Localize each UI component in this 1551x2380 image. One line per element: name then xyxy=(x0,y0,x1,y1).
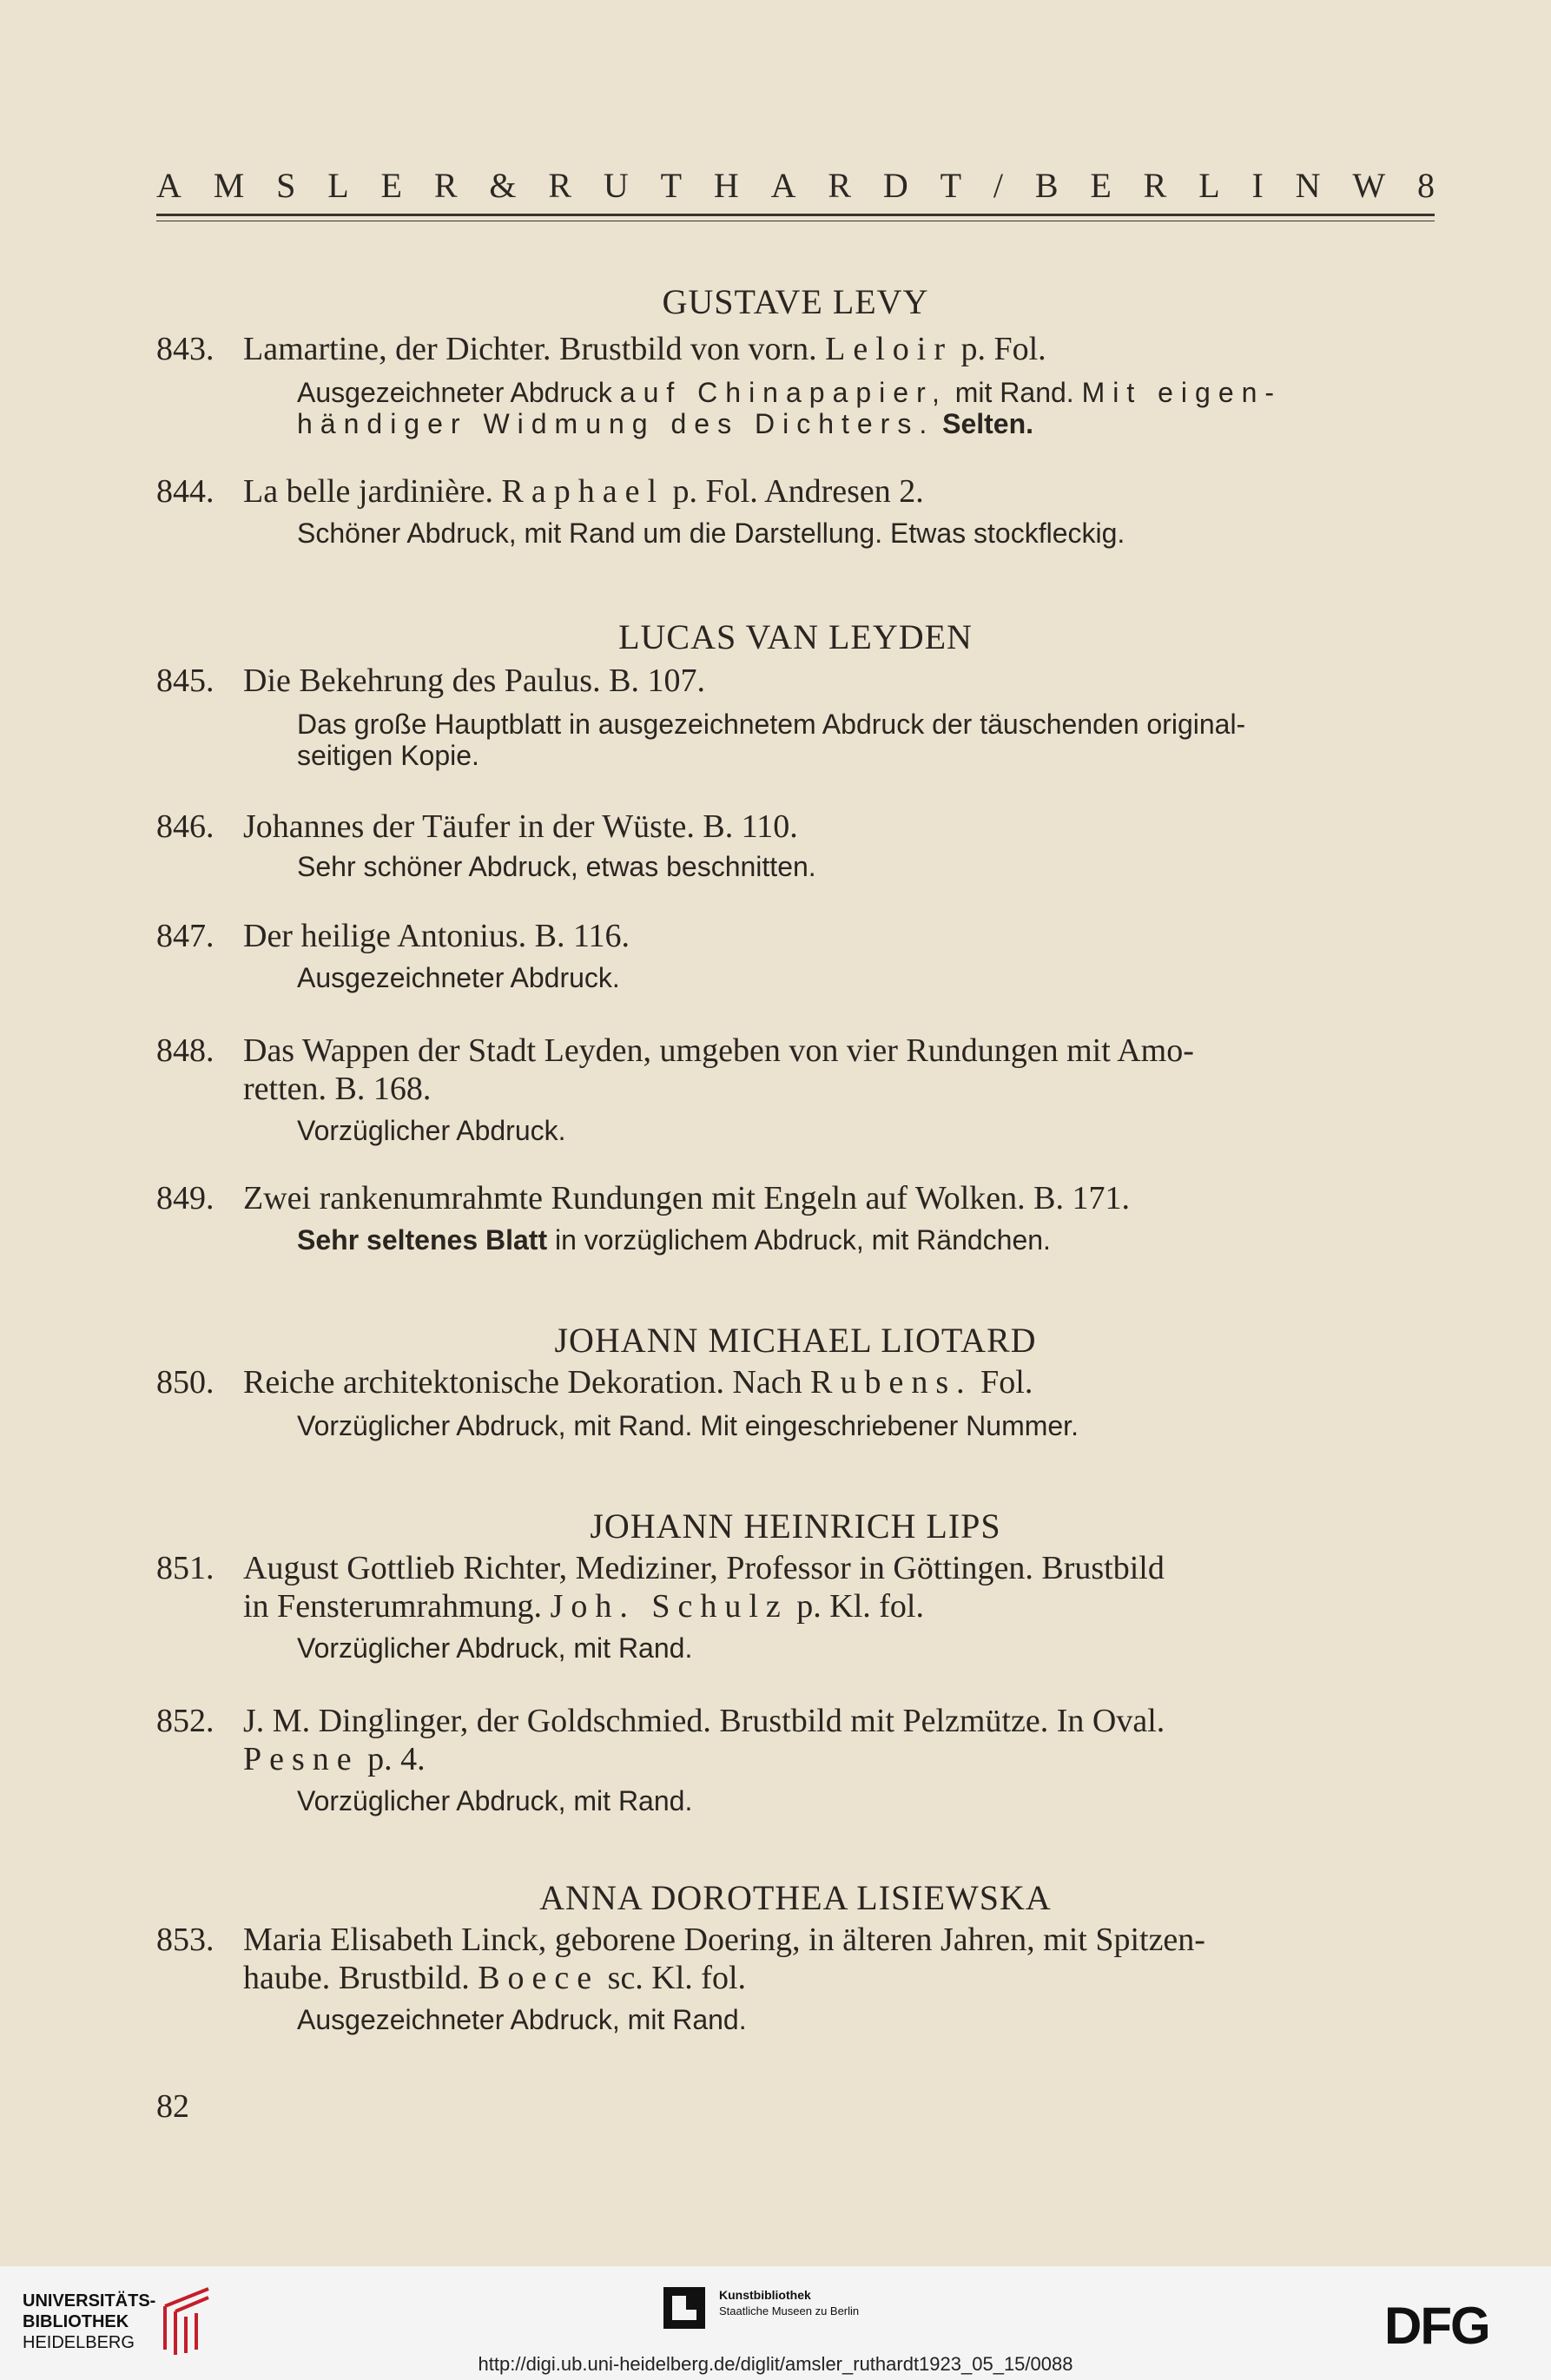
entry-title: Johannes der Täufer in der Wüste. B. 110. xyxy=(243,808,798,845)
entry-title xyxy=(243,1549,1438,1625)
entry-artist: Boece xyxy=(478,1960,600,1996)
header-letter: R xyxy=(548,166,571,205)
dfg-logo: DFG xyxy=(1384,2297,1489,2355)
entry-title-text: retten. B. 168. xyxy=(243,1071,432,1107)
entry-title: Die Bekehrung des Paulus. B. 107. xyxy=(243,663,705,699)
header-letter: A xyxy=(156,166,182,205)
entry-artist: Raphael xyxy=(501,473,665,510)
header-letter: R xyxy=(828,166,852,205)
entry-title xyxy=(243,1702,1438,1778)
note-text: seitigen Kopie. xyxy=(297,740,479,771)
header-letter: B xyxy=(1034,166,1059,205)
entry-title-text: J. M. Dinglinger, der Goldschmied. Brustbild mit Pelzmütze. In Oval. xyxy=(243,1703,1165,1739)
entry-artist: Pesne xyxy=(243,1741,360,1777)
kunstbibliothek-label xyxy=(719,2287,859,2319)
entry-note: Sehr schöner Abdruck, etwas beschnitten. xyxy=(297,851,816,882)
entry-artist: Rubens. xyxy=(810,1364,973,1401)
note-text-spaced: Mit eigen- xyxy=(1081,377,1283,408)
entry-note: Vorzüglicher Abdruck, mit Rand. xyxy=(297,1632,693,1664)
note-text: Das große Hauptblatt in ausgezeichnetem Abdruck der täuschenden original- xyxy=(297,709,1246,740)
entry-title-text: Maria Elisabeth Linck, geborene Doering, in älteren Jahren, mit Spitzen- xyxy=(243,1922,1205,1958)
entry-number: 849. xyxy=(156,1180,214,1216)
artist-heading: GUSTAVE LEVY xyxy=(662,282,929,321)
entry-title xyxy=(243,472,1438,511)
entry-number: 845. xyxy=(156,663,214,699)
header-letter: L xyxy=(1198,166,1220,205)
entry-note: Vorzüglicher Abdruck, mit Rand. Mit eingeschriebener Nummer. xyxy=(297,1410,1079,1441)
entry-title-text: Lamartine, der Dichter. Brustbild von vorn. xyxy=(243,331,817,367)
note-text-bold: Sehr seltenes Blatt xyxy=(297,1224,548,1256)
entry-artist: Leloir xyxy=(825,331,953,367)
header-letter: R xyxy=(433,166,458,205)
entry-title-text: sc. Kl. fol. xyxy=(607,1960,747,1996)
entry-number: 852. xyxy=(156,1703,214,1739)
note-text-bold: Selten. xyxy=(942,408,1034,439)
header-letter: M xyxy=(213,166,245,205)
entry-number: 850. xyxy=(156,1364,214,1401)
header-letter: H xyxy=(713,166,739,205)
kunstbibliothek-logo-icon xyxy=(660,2284,709,2332)
ub-label-line: BIBLIOTHEK xyxy=(23,2312,129,2331)
entry-note xyxy=(297,1224,1436,1256)
entry-title xyxy=(243,330,1438,368)
entry-title: Zwei rankenumrahmte Rundungen mit Engeln auf Wolken. B. 171. xyxy=(243,1180,1130,1216)
header-letter: A xyxy=(770,166,796,205)
header-letter: I xyxy=(1251,166,1264,205)
entry-note: Ausgezeichneter Abdruck. xyxy=(297,962,620,993)
entry-note: Schöner Abdruck, mit Rand um die Darstellung. Etwas stockfleckig. xyxy=(297,518,1125,549)
entry-title-text: haube. Brustbild. xyxy=(243,1960,470,1996)
entry-title-text: La belle jardinière. xyxy=(243,473,494,510)
header-letter: & xyxy=(489,166,517,205)
header-letter: L xyxy=(327,166,349,205)
entry-title-text: p. Fol. Andresen 2. xyxy=(672,473,924,510)
header-letter: T xyxy=(940,166,962,205)
ub-logo-icon xyxy=(156,2280,217,2358)
header-letter: N xyxy=(1295,166,1321,205)
entry-title-text: p. Kl. fol. xyxy=(796,1588,924,1625)
note-text: Ausgezeichneter Abdruck xyxy=(297,377,612,408)
entry-number: 844. xyxy=(156,473,214,510)
note-text: in vorzüglichem Abdruck, mit Rändchen. xyxy=(555,1224,1051,1256)
entry-title xyxy=(243,1363,1438,1401)
kb-label-line: Kunstbibliothek xyxy=(719,2288,811,2302)
note-text-spaced: händiger Widmung des Dichters. xyxy=(297,408,935,439)
entry-title-text: Das Wappen der Stadt Leyden, umgeben von vier Rundungen mit Amo- xyxy=(243,1032,1194,1069)
entry-title-text: p. 4. xyxy=(367,1741,426,1777)
digitization-footer xyxy=(0,2266,1551,2380)
entry-number: 846. xyxy=(156,808,214,845)
entry-note: Vorzüglicher Abdruck, mit Rand. xyxy=(297,1785,693,1816)
entry-artist: Joh. Schulz xyxy=(550,1588,789,1625)
entry-title xyxy=(243,1921,1438,1997)
entry-number: 848. xyxy=(156,1032,214,1069)
header-letter: 8 xyxy=(1416,166,1435,205)
entry-title-text: Fol. xyxy=(980,1364,1033,1401)
entry-note: Vorzüglicher Abdruck. xyxy=(297,1115,566,1146)
page-number: 82 xyxy=(156,2088,189,2125)
entry-number: 847. xyxy=(156,918,214,954)
artist-heading: LUCAS VAN LEYDEN xyxy=(618,617,973,656)
entry-title-text: p. Fol. xyxy=(960,331,1046,367)
artist-heading: ANNA DOROTHEA LISIEWSKA xyxy=(539,1878,1052,1917)
ub-heidelberg-label xyxy=(23,2291,155,2353)
permalink-url[interactable]: http://digi.ub.uni-heidelberg.de/diglit/amsler_ruthardt1923_05_15/0088 xyxy=(478,2353,1073,2375)
entry-title-text: Reiche architektonische Dekoration. Nach xyxy=(243,1364,802,1401)
entry-title-text: August Gottlieb Richter, Mediziner, Professor in Göttingen. Brustbild xyxy=(243,1550,1165,1586)
header-letter: S xyxy=(276,166,296,205)
header-letter: U xyxy=(603,166,629,205)
entry-number: 843. xyxy=(156,331,214,367)
entry-title: Der heilige Antonius. B. 116. xyxy=(243,918,630,954)
header-letter: W xyxy=(1352,166,1386,205)
header-letter: E xyxy=(380,166,402,205)
entry-title-text: in Fensterumrahmung. xyxy=(243,1588,543,1625)
running-header xyxy=(156,165,1435,206)
note-text: mit Rand. xyxy=(954,377,1074,408)
entry-number: 851. xyxy=(156,1550,214,1586)
header-letter: D xyxy=(882,166,908,205)
entry-note xyxy=(297,377,1436,439)
header-letter: E xyxy=(1090,166,1112,205)
ub-label-line: HEIDELBERG xyxy=(23,2333,135,2352)
entry-number: 853. xyxy=(156,1922,214,1958)
note-text-spaced: auf Chinapapier, xyxy=(619,377,947,408)
artist-heading: JOHANN HEINRICH LIPS xyxy=(590,1506,1001,1546)
header-letter: R xyxy=(1143,166,1167,205)
header-letter: T xyxy=(660,166,683,205)
kb-label-line: Staatliche Museen zu Berlin xyxy=(719,2304,860,2317)
header-rule xyxy=(156,214,1435,216)
header-letter: / xyxy=(993,166,1003,205)
entry-note xyxy=(297,709,1436,771)
entry-note: Ausgezeichneter Abdruck, mit Rand. xyxy=(297,2004,747,2035)
entry-title xyxy=(243,1032,1438,1108)
artist-heading: JOHANN MICHAEL LIOTARD xyxy=(554,1321,1037,1360)
ub-label-line: UNIVERSITÄTS- xyxy=(23,2291,156,2311)
